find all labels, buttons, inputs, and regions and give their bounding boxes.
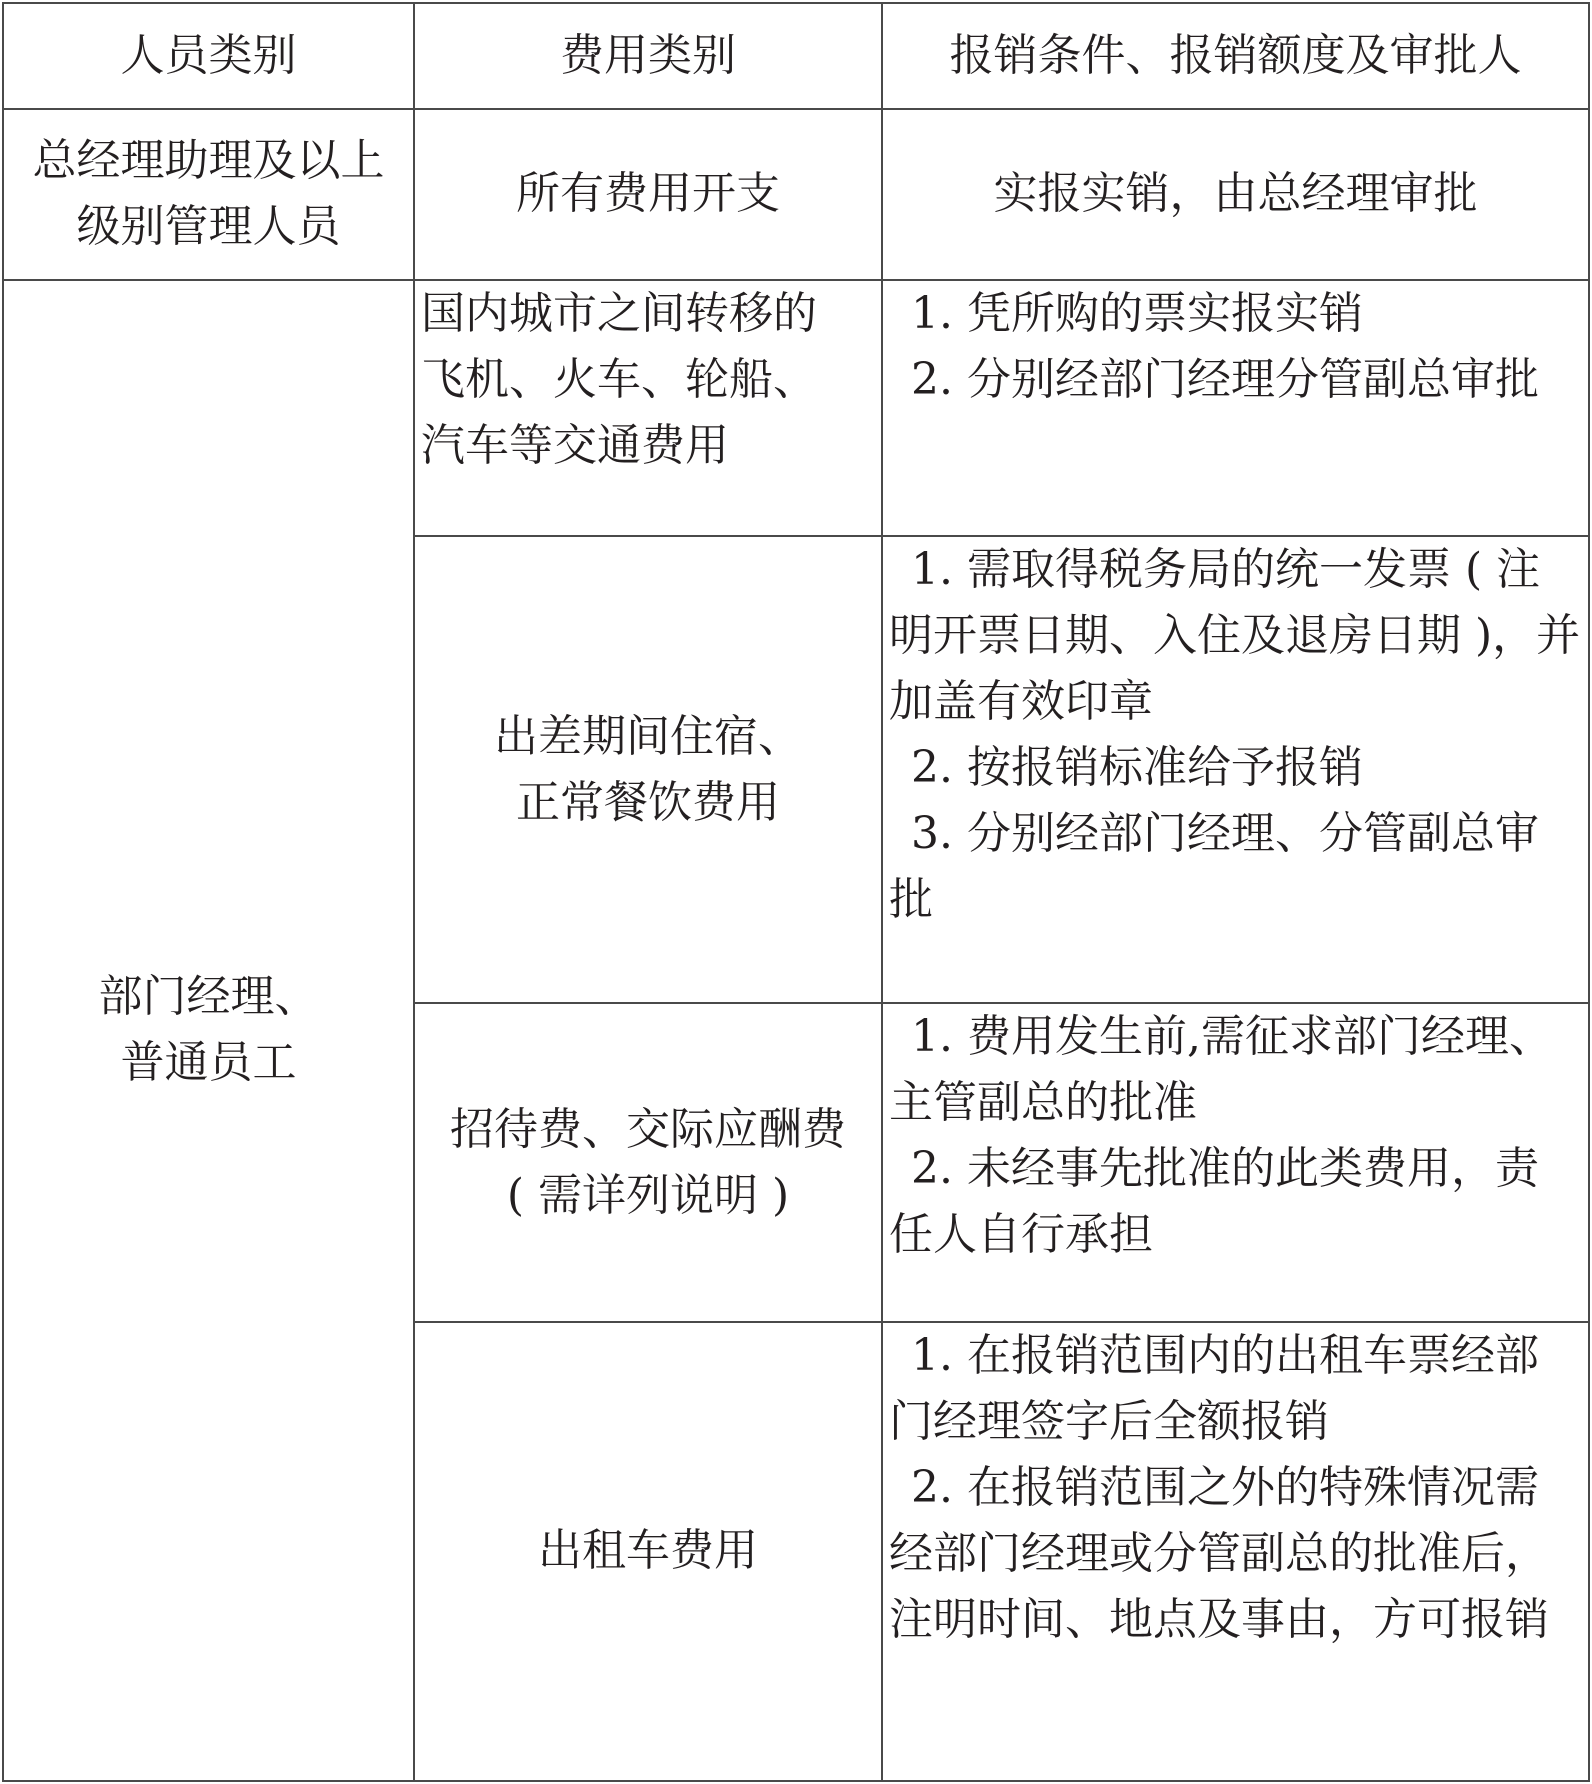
personnel-cell-managers-staff <box>3 280 414 1781</box>
personnel-cell-executives <box>3 109 414 279</box>
expense-cell <box>414 536 882 1003</box>
expense-cell <box>414 109 882 279</box>
condition-item: 实报实销，由总经理审批 <box>993 168 1478 220</box>
header-personnel-category: 人员类别 <box>3 3 414 109</box>
condition-item: 2. 分别经部门经理分管副总审批 <box>911 353 1539 405</box>
expense-line: 招待费、交际应酬费 <box>450 1103 846 1155</box>
expense-line: 正常餐饮费用 <box>516 776 780 828</box>
condition-item: 1. 在报销范围内的出租车票经部门经理签字后全额报销 <box>889 1329 1539 1447</box>
table-row <box>3 109 1589 279</box>
expense-cell <box>414 1003 882 1322</box>
expense-line: 出租车费用 <box>538 1525 758 1577</box>
condition-item: 2. 未经事先批准的此类费用，责任人自行承担 <box>889 1143 1539 1261</box>
condition-cell <box>882 536 1589 1003</box>
personnel-line: 普通员工 <box>120 1037 297 1089</box>
personnel-line: 总经理助理及以上 <box>32 135 385 187</box>
expense-cell <box>414 1322 882 1781</box>
expense-line: 出差期间住宿、 <box>494 710 802 762</box>
table-row <box>3 280 1589 537</box>
condition-item: 2. 按报销标准给予报销 <box>911 742 1363 794</box>
expense-line: 汽车等交通费用 <box>421 419 729 471</box>
personnel-line: 部门经理、 <box>98 971 319 1023</box>
table-header-row <box>3 3 1589 109</box>
expense-cell <box>414 280 882 537</box>
condition-cell <box>882 280 1589 537</box>
condition-item: 1. 需取得税务局的统一发票 ( 注明开票日期、入住及退房日期 )，并加盖有效印章 <box>889 544 1581 728</box>
condition-item: 3. 分别经部门经理、分管副总审批 <box>889 808 1539 926</box>
condition-cell <box>882 109 1589 279</box>
header-expense-category: 费用类别 <box>414 3 882 109</box>
condition-item: 1. 凭所购的票实报实销 <box>911 287 1363 339</box>
condition-cell <box>882 1003 1589 1322</box>
expense-line: ( 需详列说明 ) <box>506 1169 790 1221</box>
expense-line: 国内城市之间转移的 <box>421 287 817 339</box>
expense-line: 所有费用开支 <box>516 168 780 220</box>
expense-reimbursement-table <box>2 2 1590 1782</box>
header-reimbursement-conditions: 报销条件、报销额度及审批人 <box>882 3 1589 109</box>
condition-item: 1. 费用发生前,需征求部门经理、主管副总的批准 <box>889 1011 1553 1129</box>
condition-cell <box>882 1322 1589 1781</box>
expense-line: 飞机、火车、轮船、 <box>421 353 817 405</box>
condition-item: 2. 在报销范围之外的特殊情况需经部门经理或分管副总的批准后，注明时间、地点及事由，方可报销 <box>889 1461 1549 1645</box>
personnel-line: 级别管理人员 <box>76 201 341 253</box>
